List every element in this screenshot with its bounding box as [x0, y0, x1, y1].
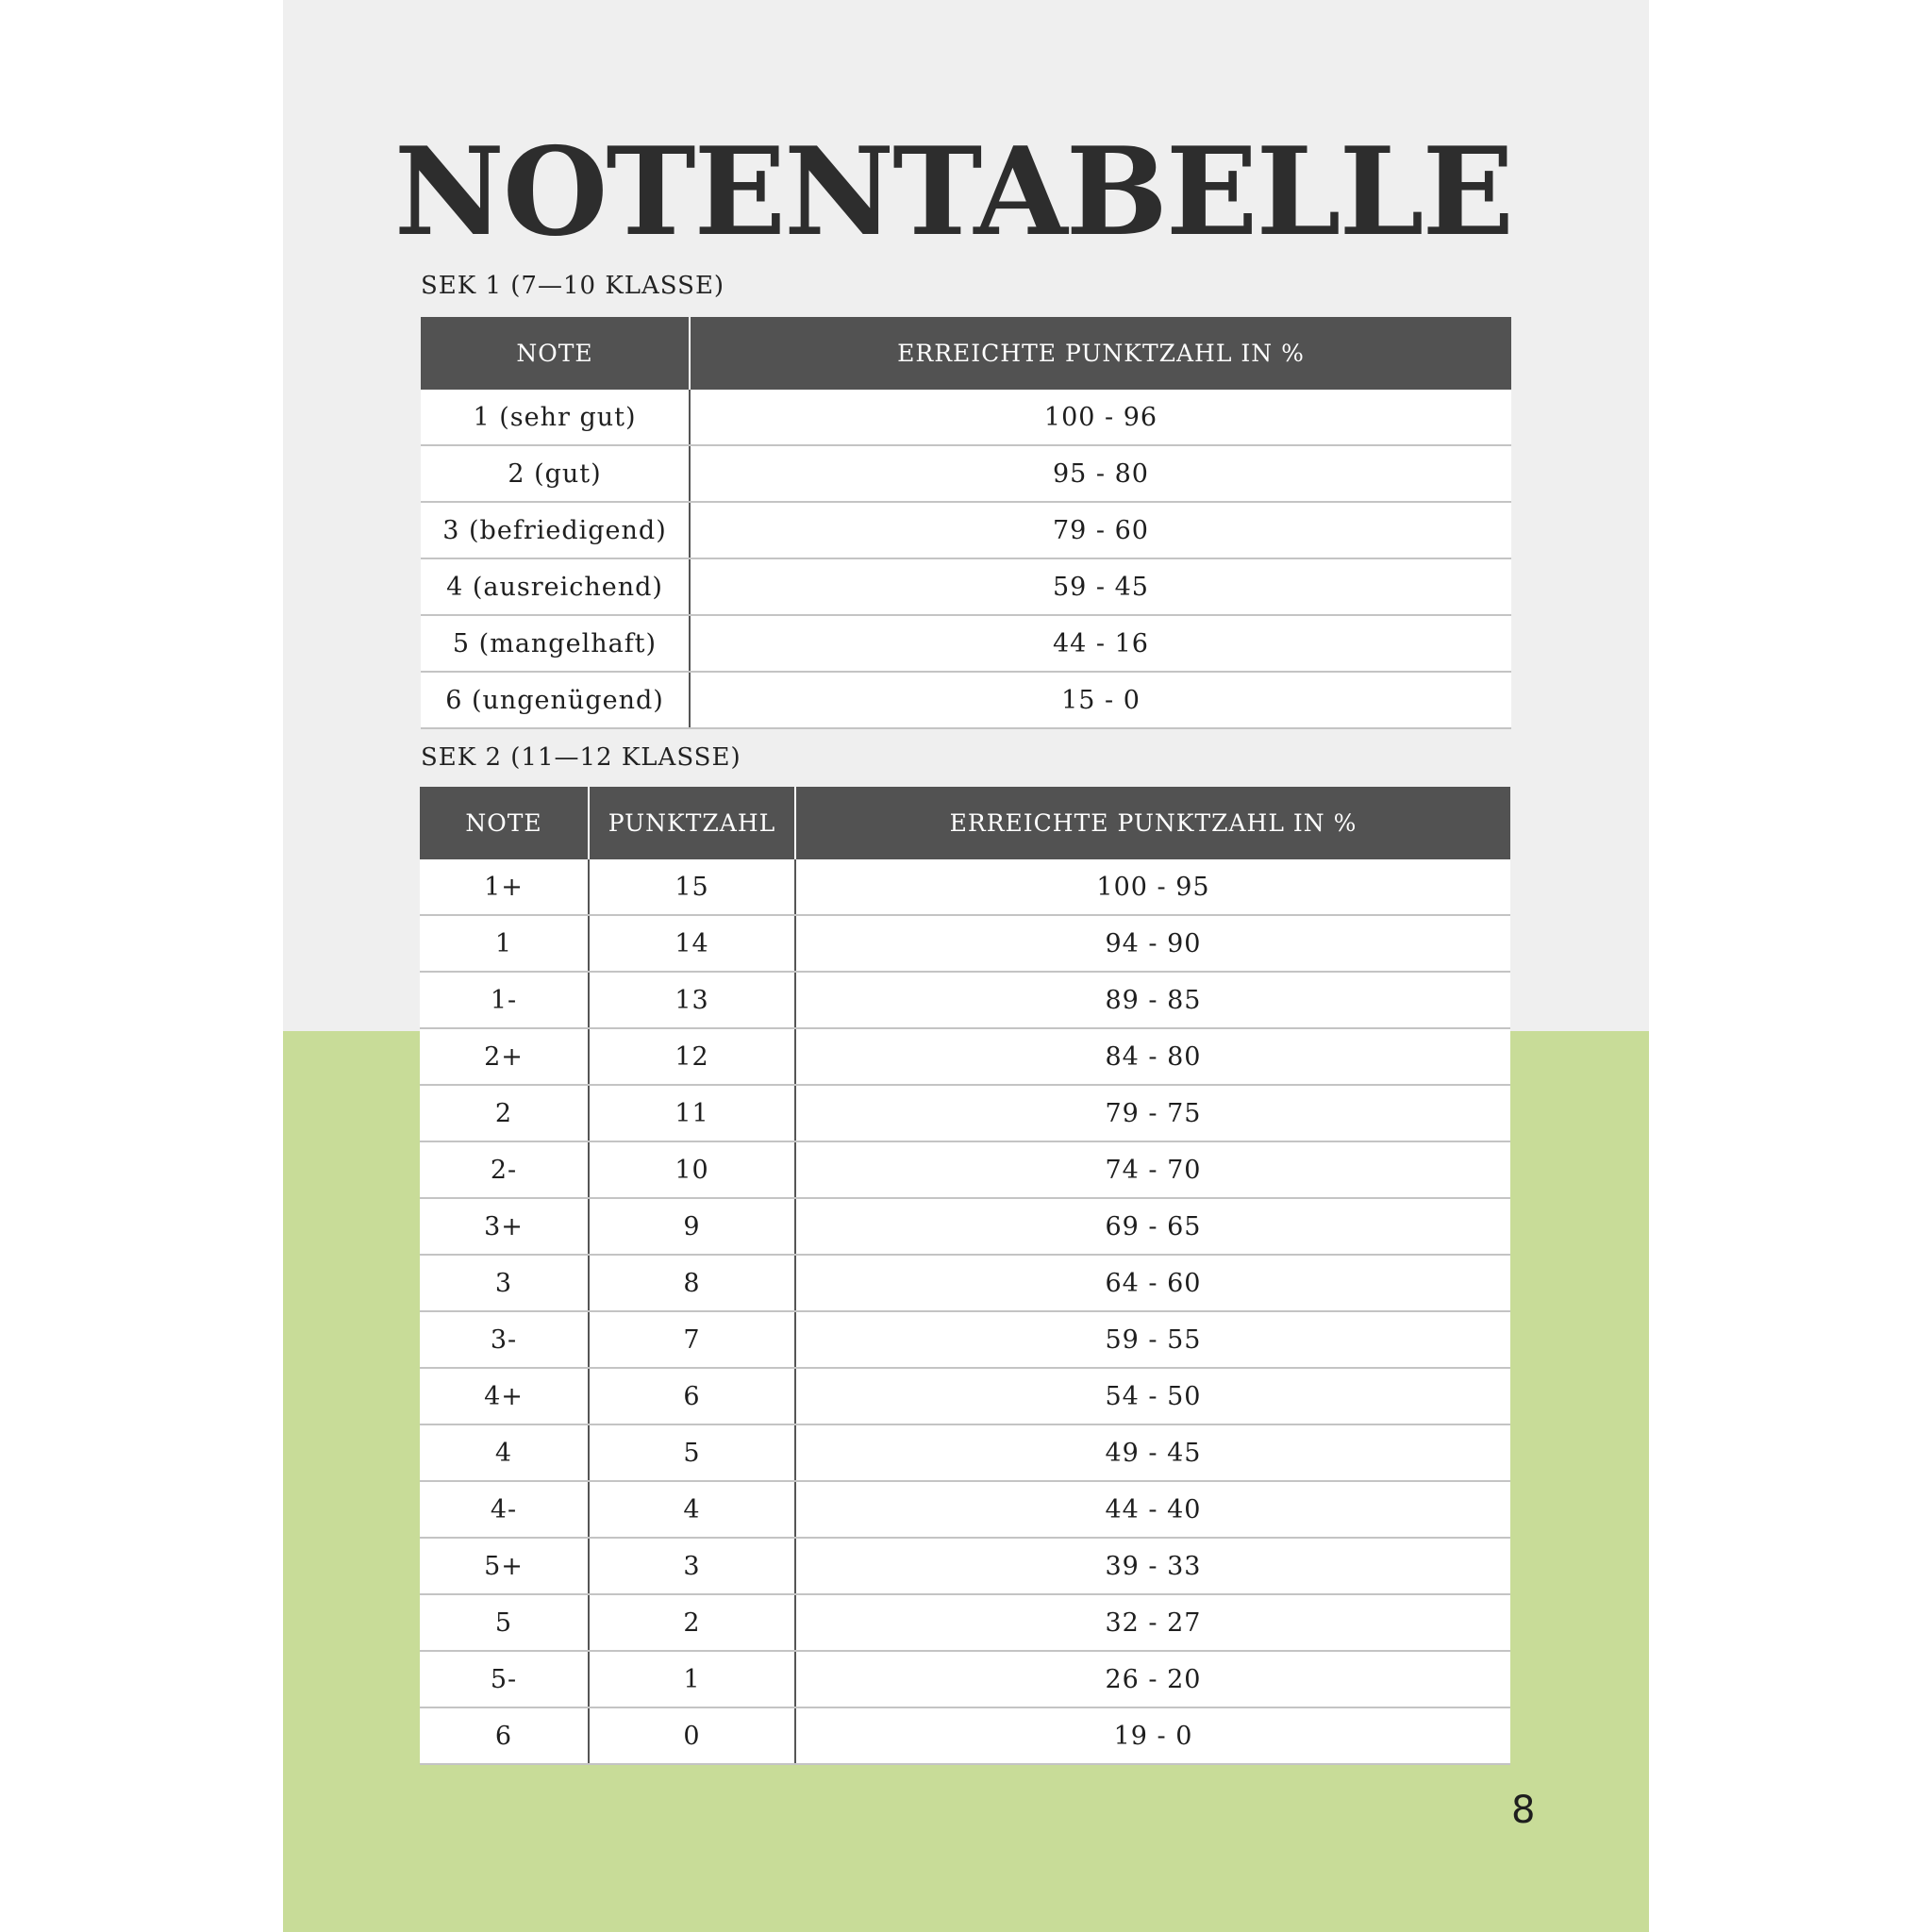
- table-row: [420, 1311, 1510, 1368]
- document-page: [283, 0, 1649, 1932]
- table-row: [420, 1538, 1510, 1594]
- table-row: [420, 1368, 1510, 1424]
- points-cell: 2: [589, 1594, 795, 1651]
- percent-cell: 95 - 80: [690, 445, 1511, 502]
- percent-cell: 15 - 0: [690, 672, 1511, 728]
- table-row: [420, 1085, 1510, 1141]
- grade-cell: 2 (gut): [421, 445, 690, 502]
- page-title: NOTENTABELLE: [393, 122, 1512, 263]
- sek2-header-percent: ERREICHTE PUNKTZAHL IN %: [795, 787, 1510, 859]
- grade-cell: 5: [420, 1594, 589, 1651]
- table-row: [420, 1198, 1510, 1255]
- percent-cell: 19 - 0: [795, 1707, 1510, 1764]
- percent-cell: 54 - 50: [795, 1368, 1510, 1424]
- points-cell: 1: [589, 1651, 795, 1707]
- sek2-label: SEK 2 (11—12 KLASSE): [421, 743, 741, 772]
- table-row: [420, 915, 1510, 972]
- grade-cell: 5 (mangelhaft): [421, 615, 690, 672]
- percent-cell: 44 - 40: [795, 1481, 1510, 1538]
- table-row: [421, 672, 1511, 728]
- points-cell: 9: [589, 1198, 795, 1255]
- sek2-header-row: [420, 787, 1510, 859]
- table-row: [420, 1481, 1510, 1538]
- sek1-label: SEK 1 (7—10 KLASSE): [421, 272, 725, 300]
- points-cell: 15: [589, 859, 795, 915]
- page-number: 8: [1511, 1789, 1536, 1832]
- grade-cell: 4: [420, 1424, 589, 1481]
- percent-cell: 94 - 90: [795, 915, 1510, 972]
- grade-cell: 1-: [420, 972, 589, 1028]
- table-row: [420, 1651, 1510, 1707]
- points-cell: 5: [589, 1424, 795, 1481]
- table-row: [420, 1141, 1510, 1198]
- table-row: [420, 1594, 1510, 1651]
- points-cell: 7: [589, 1311, 795, 1368]
- percent-cell: 84 - 80: [795, 1028, 1510, 1085]
- points-cell: 11: [589, 1085, 795, 1141]
- percent-cell: 59 - 55: [795, 1311, 1510, 1368]
- table-row: [421, 390, 1511, 445]
- sek1-table: [421, 317, 1511, 729]
- percent-cell: 44 - 16: [690, 615, 1511, 672]
- sek1-header-note: NOTE: [421, 317, 690, 390]
- points-cell: 3: [589, 1538, 795, 1594]
- percent-cell: 69 - 65: [795, 1198, 1510, 1255]
- points-cell: 10: [589, 1141, 795, 1198]
- percent-cell: 79 - 60: [690, 502, 1511, 558]
- percent-cell: 59 - 45: [690, 558, 1511, 615]
- grade-cell: 4 (ausreichend): [421, 558, 690, 615]
- table-row: [421, 445, 1511, 502]
- table-row: [421, 502, 1511, 558]
- table-row: [420, 1707, 1510, 1764]
- table-row: [420, 859, 1510, 915]
- sek1-header-percent: ERREICHTE PUNKTZAHL IN %: [690, 317, 1511, 390]
- points-cell: 4: [589, 1481, 795, 1538]
- grade-cell: 6 (ungenügend): [421, 672, 690, 728]
- percent-cell: 89 - 85: [795, 972, 1510, 1028]
- sek2-header-note: NOTE: [420, 787, 589, 859]
- percent-cell: 32 - 27: [795, 1594, 1510, 1651]
- grade-cell: 5-: [420, 1651, 589, 1707]
- table-row: [420, 1424, 1510, 1481]
- grade-cell: 1: [420, 915, 589, 972]
- grade-cell: 5+: [420, 1538, 589, 1594]
- table-row: [420, 972, 1510, 1028]
- sek1-header-row: [421, 317, 1511, 390]
- percent-cell: 49 - 45: [795, 1424, 1510, 1481]
- percent-cell: 74 - 70: [795, 1141, 1510, 1198]
- grade-cell: 2-: [420, 1141, 589, 1198]
- percent-cell: 39 - 33: [795, 1538, 1510, 1594]
- percent-cell: 26 - 20: [795, 1651, 1510, 1707]
- grade-cell: 2+: [420, 1028, 589, 1085]
- table-row: [420, 1028, 1510, 1085]
- points-cell: 6: [589, 1368, 795, 1424]
- table-row: [421, 615, 1511, 672]
- grade-cell: 1+: [420, 859, 589, 915]
- points-cell: 12: [589, 1028, 795, 1085]
- percent-cell: 79 - 75: [795, 1085, 1510, 1141]
- percent-cell: 100 - 95: [795, 859, 1510, 915]
- table-row: [421, 558, 1511, 615]
- grade-cell: 3: [420, 1255, 589, 1311]
- percent-cell: 100 - 96: [690, 390, 1511, 445]
- grade-cell: 1 (sehr gut): [421, 390, 690, 445]
- grade-cell: 6: [420, 1707, 589, 1764]
- points-cell: 0: [589, 1707, 795, 1764]
- grade-cell: 4+: [420, 1368, 589, 1424]
- points-cell: 14: [589, 915, 795, 972]
- grade-cell: 3 (befriedigend): [421, 502, 690, 558]
- points-cell: 8: [589, 1255, 795, 1311]
- grade-cell: 3+: [420, 1198, 589, 1255]
- grade-cell: 4-: [420, 1481, 589, 1538]
- points-cell: 13: [589, 972, 795, 1028]
- percent-cell: 64 - 60: [795, 1255, 1510, 1311]
- sek2-table: [420, 787, 1510, 1765]
- grade-cell: 3-: [420, 1311, 589, 1368]
- grade-cell: 2: [420, 1085, 589, 1141]
- sek2-header-punktzahl: PUNKTZAHL: [589, 787, 795, 859]
- table-row: [420, 1255, 1510, 1311]
